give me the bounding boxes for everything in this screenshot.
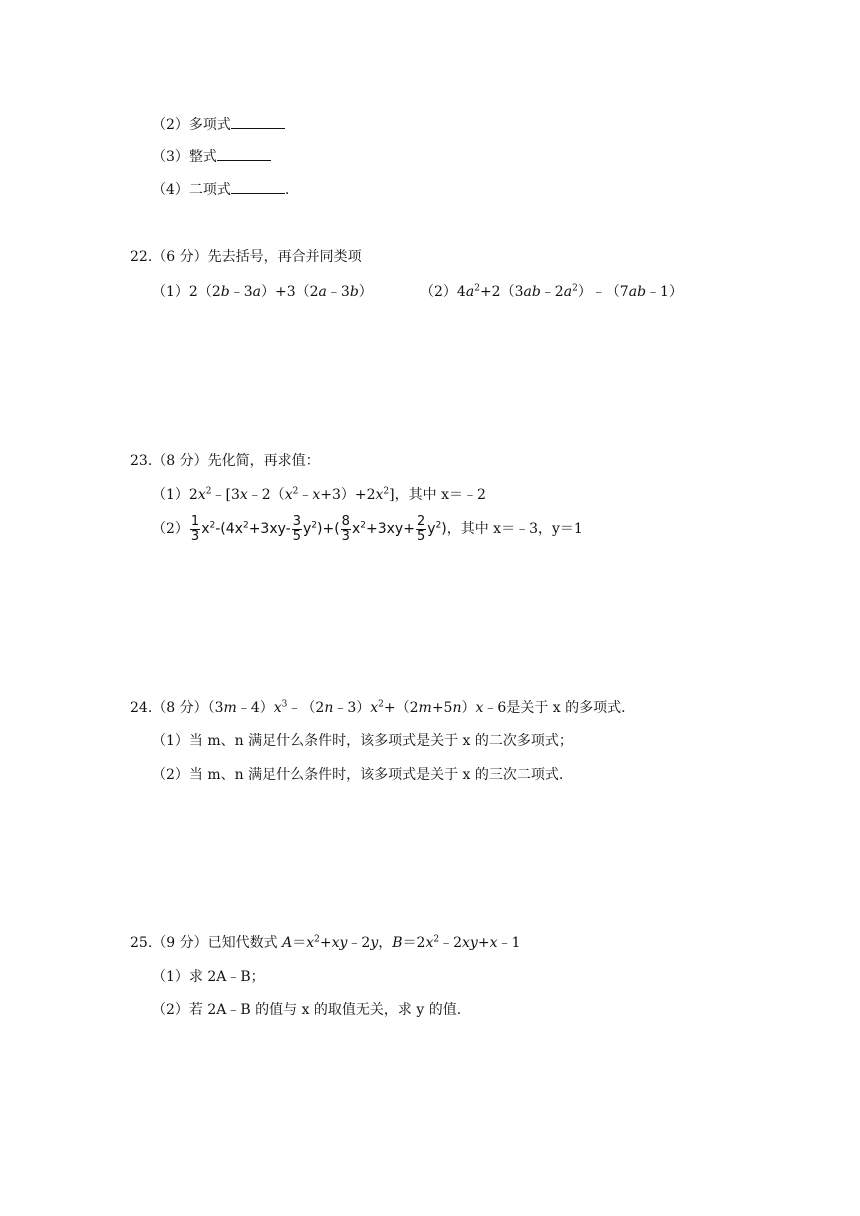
q21-item-2	[152, 114, 285, 135]
q22-header: 22.（6 分）先去括号，再合并同类项	[130, 249, 362, 265]
q23-part-2: （2） $\frac{1}{3}$ $x^2-(4x^2+3xy-$ $\frac{3}{5}$ $y^2)+$( $\frac{8}{3}$ $x^2+3xy+$ $\frac{2}{5}$ $y^2$)，其中 x＝﹣3，y＝1	[152, 513, 583, 544]
fraction: $\frac{8}{3}$	[341, 513, 350, 544]
q21-item-3-text: （3）整式	[152, 149, 217, 165]
q21-item-4-text: （4）二项式	[152, 182, 231, 198]
q23-part-1: $(1)2x^2﹣[3x﹣2(x^2﹣x+3)+2x^2]$，其中 x＝﹣2	[152, 486, 486, 503]
q24-header: 24.（8 分）$(3m﹣4)x^3﹣(2n﹣3)x^2+(2m+5n)x﹣6$是关于 x 的多项式.	[130, 699, 626, 716]
fraction: $\frac{1}{3}$	[190, 513, 200, 544]
q21-item-4: （4）二项式 .	[152, 179, 289, 200]
q24-part-1: （1）当 m、n 满足什么条件时，该多项式是关于 x 的二次多项式；	[152, 733, 573, 749]
answer-blank[interactable]	[217, 146, 271, 161]
q25-part-1: （1）求 2A﹣B；	[152, 969, 265, 985]
answer-blank[interactable]	[231, 114, 285, 129]
answer-blank[interactable]	[231, 179, 285, 194]
q21-item-2-text: （2）多项式	[152, 117, 231, 133]
q25-header: 25.（9 分）已知代数式 $A=x^2+xy﹣2y$，$B=2x^2﹣2xy+x﹣1$	[130, 934, 521, 951]
q21-item-3	[152, 146, 271, 167]
q24-part-2: （2）当 m、n 满足什么条件时，该多项式是关于 x 的三次二项式.	[152, 767, 564, 783]
q22-part-1: （1）2（2b﹣3a）+3（2a﹣3b）	[152, 284, 373, 300]
q22-part-2: $(2)4a^2+2(3ab﹣2a^2)﹣(7ab﹣1)$	[420, 283, 683, 300]
fraction: $\frac{2}{5}$	[416, 513, 426, 544]
q25-part-2: （2）若 2A﹣B 的值与 x 的取值无关，求 y 的值.	[152, 1002, 462, 1018]
fraction: $\frac{3}{5}$	[292, 513, 301, 544]
q23-header: 23.（8 分）先化简，再求值：	[130, 453, 320, 469]
